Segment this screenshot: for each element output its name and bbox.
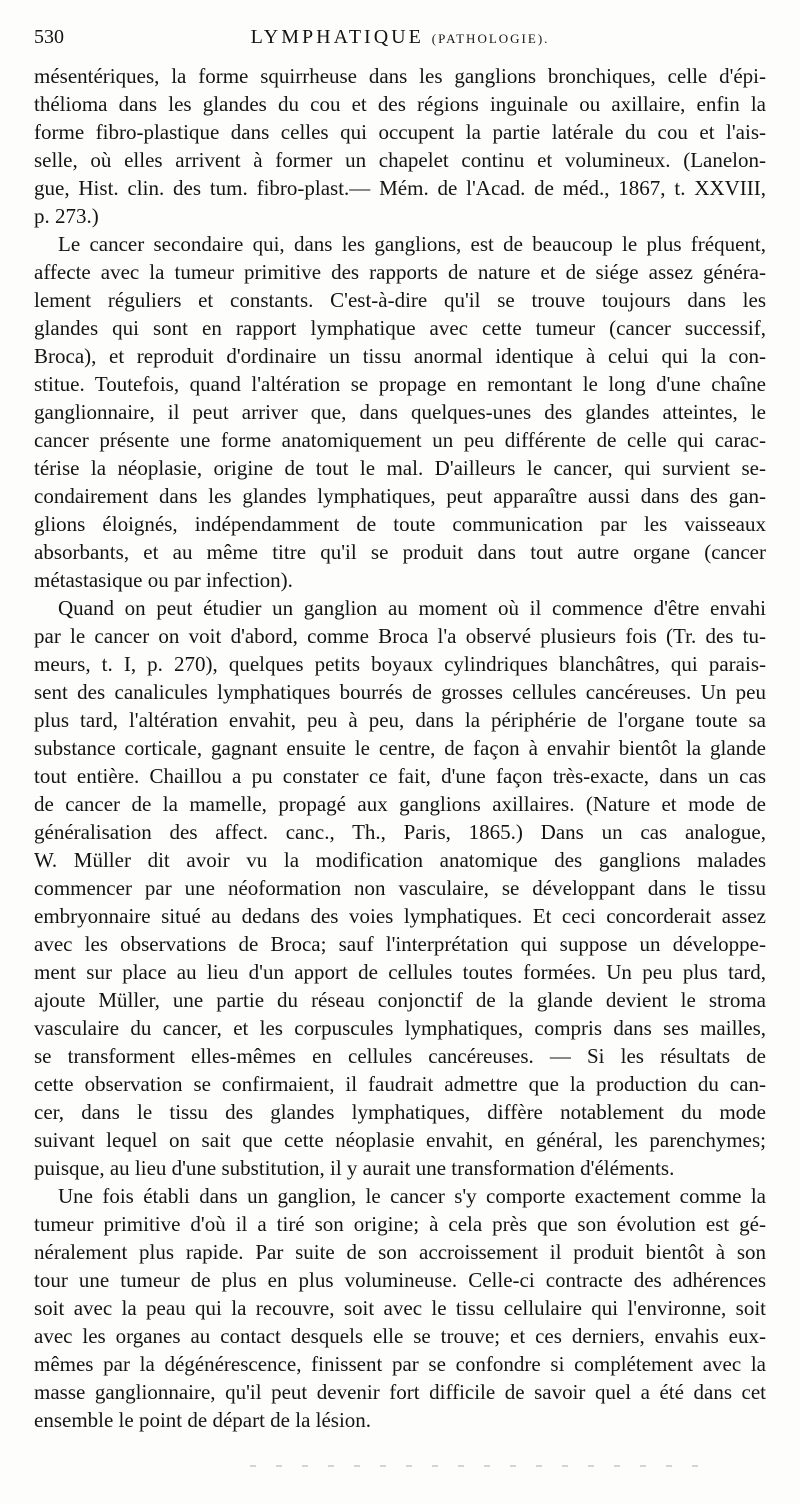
text-line: masse ganglionnaire, qu'il peut devenir fort difficile de savoir quel a été dans cet	[34, 1380, 766, 1404]
text-line: cette observation se confirmaient, il faudrait admettre que la production du can-	[34, 1072, 766, 1096]
text-line: de cancer de la mamelle, propagé aux ganglions axillaires. (Nature et mode de	[34, 792, 766, 816]
paragraph	[34, 62, 766, 230]
text-line: affecte avec la tumeur primitive des rapports de nature et de siége assez généra-	[34, 260, 766, 284]
text-line: soit avec la peau qui la recouvre, soit avec le tissu cellulaire qui l'environne, soit	[34, 1296, 766, 1320]
text-line: absorbants, et au même titre qu'il se produit dans tout autre organe (cancer	[34, 540, 766, 564]
text-line: substance corticale, gagnant ensuite le centre, de façon à envahir bientôt la glande	[34, 736, 766, 760]
text-line: Une fois établi dans un ganglion, le cancer s'y comporte exactement comme la	[58, 1184, 766, 1208]
text-line: cancer présente une forme anatomiquement un peu différente de celle qui carac-	[34, 428, 766, 452]
text-line: forme fibro-plastique dans celles qui occupent la partie latérale du cou et l'ais-	[34, 120, 766, 144]
text-line: suivant lequel on sait que cette néoplasie envahit, en général, les parenchymes;	[34, 1128, 766, 1152]
running-title-main: LYMPHATIQUE	[250, 26, 424, 48]
text-line: embryonnaire situé au dedans des voies lymphatiques. Et ceci concorderait assez	[34, 904, 766, 928]
text-line: ment sur place au lieu d'un apport de cellules toutes formées. Un peu plus tard,	[34, 960, 766, 984]
paragraph	[34, 1182, 766, 1434]
running-title-sub: (PATHOLOGIE).	[431, 31, 550, 46]
text-line: avec les organes au contact desquels elle se trouve; et ces derniers, envahis eux-	[34, 1324, 766, 1348]
text-line: stitue. Toutefois, quand l'altération se propage en remontant le long d'une chaîne	[34, 372, 766, 396]
text-line: p. 273.)	[34, 204, 99, 228]
text-line: Quand on peut étudier un ganglion au moment où il commence d'être envahi	[58, 596, 766, 620]
text-line: ganglionnaire, il peut arriver que, dans quelques-unes des glandes atteintes, le	[34, 400, 766, 424]
text-line: ajoute Müller, une partie du réseau conjonctif de la glande devient le stroma	[34, 988, 766, 1012]
text-line: par le cancer on voit d'abord, comme Broca l'a observé plusieurs fois (Tr. des tu-	[34, 624, 766, 648]
text-line: néralement plus rapide. Par suite de son accroissement il produit bientôt à son	[34, 1240, 766, 1264]
text-line: glions éloignés, indépendamment de toute communication par les vaisseaux	[34, 512, 766, 536]
text-line: térise la néoplasie, origine de tout le mal. D'ailleurs le cancer, qui survient se-	[34, 456, 766, 480]
text-line: sent des canalicules lymphatiques bourrés de grosses cellules cancéreuses. Un peu	[34, 680, 766, 704]
text-line: condairement dans les glandes lymphatiques, peut apparaître aussi dans des gan-	[34, 484, 766, 508]
text-line: thélioma dans les glandes du cou et des régions inguinale ou axillaire, enfin la	[34, 92, 766, 116]
text-line: lement réguliers et constants. C'est-à-dire qu'il se trouve toujours dans les	[34, 288, 766, 312]
text-line: métastasique ou par infection).	[34, 568, 293, 592]
print-noise-divider	[250, 1465, 710, 1467]
text-line: tumeur primitive d'où il a tiré son origine; à cela près que son évolution est gé-	[34, 1212, 766, 1236]
running-title	[34, 26, 766, 49]
text-line: mêmes par la dégénérescence, finissent par se confondre si complétement avec la	[34, 1352, 766, 1376]
text-line: commencer par une néoformation non vasculaire, se développant dans le tissu	[34, 876, 766, 900]
text-line: puisque, au lieu d'une substitution, il y aurait une transformation d'éléments.	[34, 1156, 675, 1180]
text-line: généralisation des affect. canc., Th., Paris, 1865.) Dans un cas analogue,	[34, 820, 766, 844]
text-line: vasculaire du cancer, et les corpuscules lymphatiques, compris dans ses mailles,	[34, 1016, 766, 1040]
text-line: tout entière. Chaillou a pu constater ce fait, d'une façon très-exacte, dans un cas	[34, 764, 766, 788]
page-body	[34, 62, 766, 1434]
text-line: ensemble le point de départ de la lésion.	[34, 1408, 372, 1432]
text-line: W. Müller dit avoir vu la modification anatomique des ganglions malades	[34, 848, 766, 872]
page-number: 530	[34, 26, 64, 48]
text-line: avec les observations de Broca; sauf l'interprétation qui suppose un développe-	[34, 932, 766, 956]
paragraph	[34, 594, 766, 1182]
text-line: glandes qui sont en rapport lymphatique avec cette tumeur (cancer successif,	[34, 316, 766, 340]
text-line: meurs, t. I, p. 270), quelques petits boyaux cylindriques blanchâtres, qui parais-	[34, 652, 766, 676]
paragraph	[34, 230, 766, 594]
text-line: Le cancer secondaire qui, dans les ganglions, est de beaucoup le plus fréquent,	[58, 232, 766, 256]
text-line: cer, dans le tissu des glandes lymphatiques, diffère notablement du mode	[34, 1100, 766, 1124]
text-line: selle, où elles arrivent à former un chapelet continu et volumineux. (Lanelon-	[34, 148, 766, 172]
text-line: Broca), et reproduit d'ordinaire un tissu anormal identique à celui qui la con-	[34, 344, 766, 368]
text-line: se transforment elles-mêmes en cellules cancéreuses. — Si les résultats de	[34, 1044, 766, 1068]
running-header	[34, 26, 766, 56]
text-line: mésentériques, la forme squirrheuse dans les ganglions bronchiques, celle d'épi-	[34, 64, 766, 88]
text-line: gue, Hist. clin. des tum. fibro-plast.— Mém. de l'Acad. de méd., 1867, t. XXVIII,	[34, 176, 766, 200]
text-line: tour une tumeur de plus en plus volumineuse. Celle-ci contracte des adhérences	[34, 1268, 766, 1292]
text-line: plus tard, l'altération envahit, peu à peu, dans la périphérie de l'organe toute sa	[34, 708, 766, 732]
